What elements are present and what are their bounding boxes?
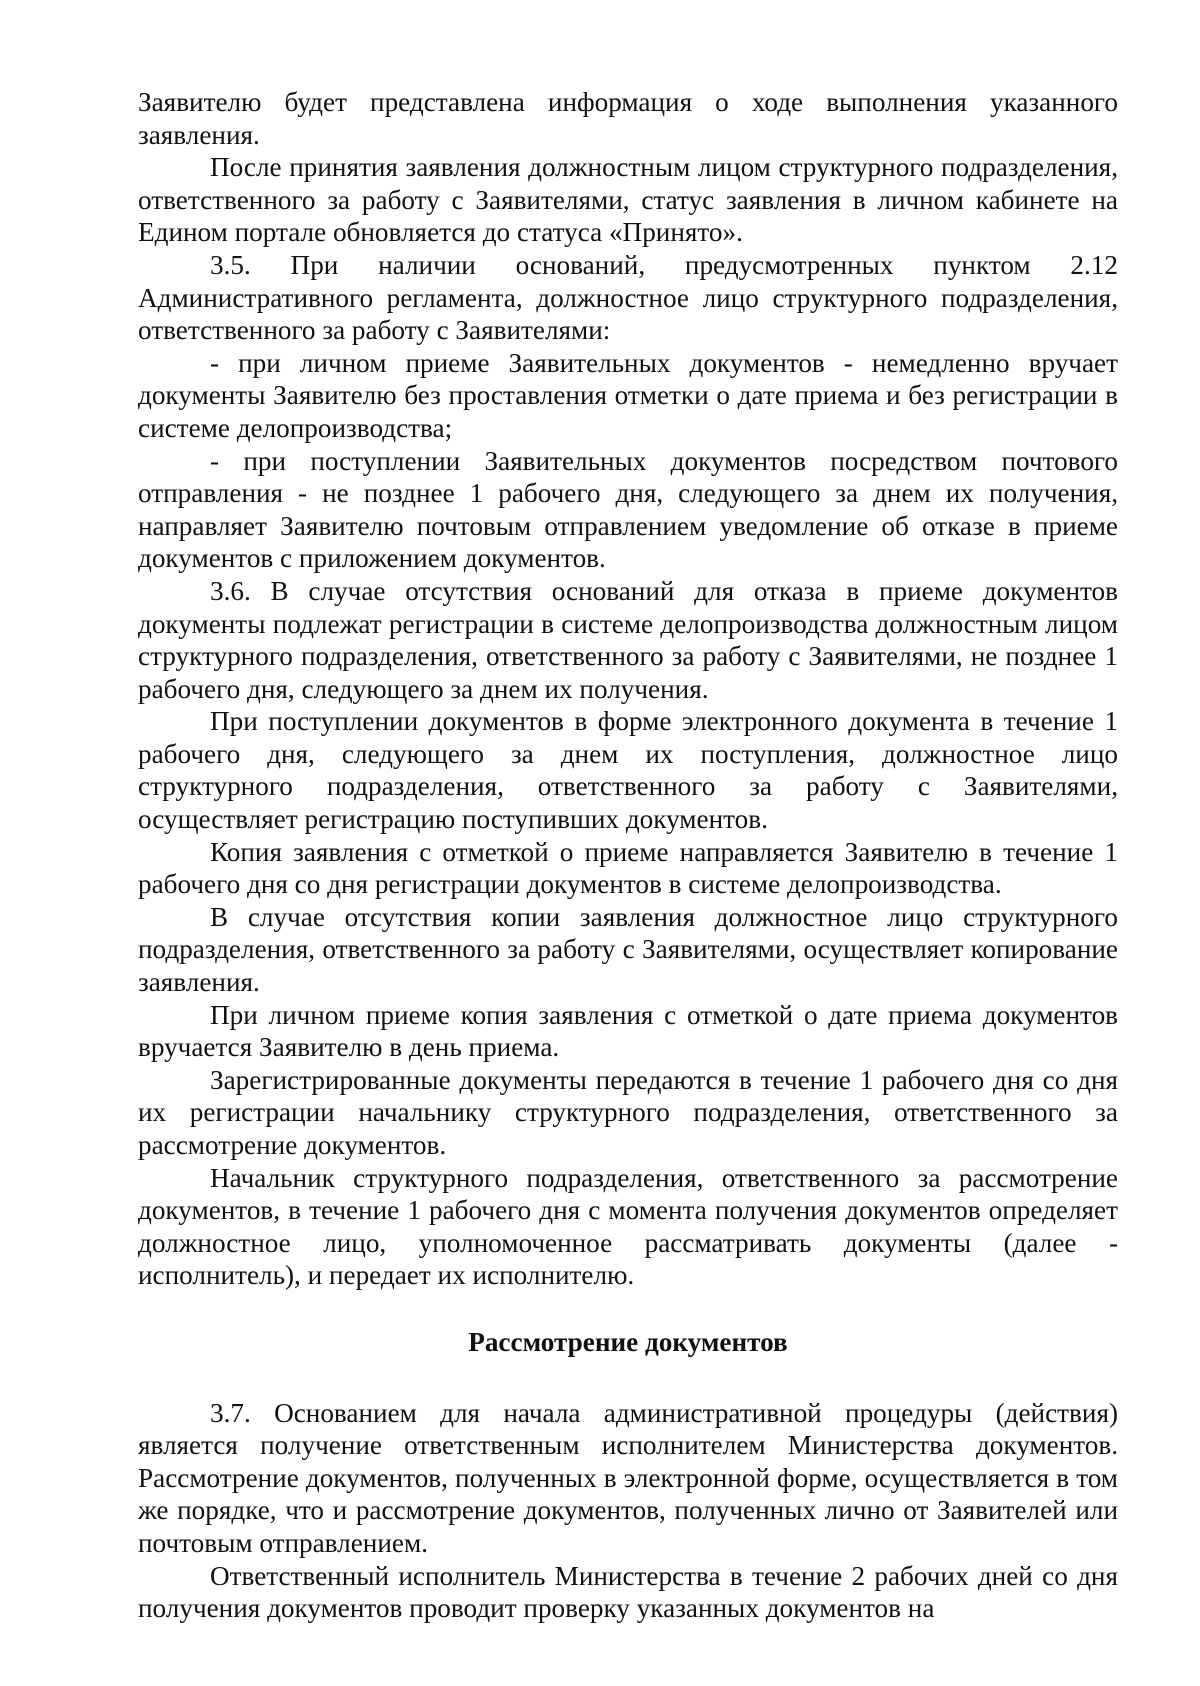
paragraph-3-7: 3.7. Основанием для начала административной процедуры (действия) является получение ответственным исполнителем Министерства документов. Рассмотрение документов, полученных в электронной форме, осуществляется в том же порядке, что и рассмотрение документов, полученных лично от Заявителей или почтовым отправлением. [138,1397,1118,1558]
paragraph-3-6: 3.6. В случае отсутствия оснований для отказа в приеме документов документы подлежат регистрации в системе делопроизводства должностным лицом структурного подразделения, ответственного за работу с Заявителями, не позднее 1 рабочего дня, следующего за днем их получения. [138,575,1118,704]
paragraph-list-item-2: - при поступлении Заявительных документов посредством почтового отправления - не позднее 1 рабочего дня, следующего за днем их получения, направляет Заявителю почтовым отправлением уведомление об отказе в приеме документов с приложением документов. [138,445,1118,574]
document-page [138,86,1118,1625]
paragraph-registered-docs: Зарегистрированные документы передаются в течение 1 рабочего дня со дня их регистрации начальнику структурного подразделения, ответственного за рассмотрение документов. [138,1064,1118,1160]
section-heading: Рассмотрение документов [468,1326,788,1357]
paragraph-2: После принятия заявления должностным лицом структурного подразделения, ответственного за работу с Заявителями, статус заявления в личном кабинете на Едином портале обновляется до статуса «Принято». [138,152,1118,248]
paragraph-electronic-docs: При поступлении документов в форме электронного документа в течение 1 рабочего дня, следующего за днем их поступления, должностное лицо структурного подразделения, ответственного за работу с Заявителями, осуществляет регистрацию поступивших документов. [138,706,1118,835]
paragraph-responsible-executor: Ответственный исполнитель Министерства в течение 2 рабочих дней со дня получения документов проводит проверку указанных документов на [138,1560,1118,1624]
paragraph-no-copy: В случае отсутствия копии заявления должностное лицо структурного подразделения, ответственного за работу с Заявителями, осуществляет копирование заявления. [138,901,1118,998]
paragraph-list-item-1: - при личном приеме Заявительных документов - немедленно вручает документы Заявителю без проставления отметки о дате приема и без регистрации в системе делопроизводства; [138,347,1118,443]
paragraph-copy-sent: Копия заявления с отметкой о приеме направляется Заявителю в течение 1 рабочего дня со дня регистрации документов в системе делопроизводства. [138,836,1118,900]
paragraph-1: Заявителю будет представлена информация о ходе выполнения указанного заявления. [138,87,1118,150]
paragraph-3-5: 3.5. При наличии оснований, предусмотренных пунктом 2.12 Административного регламента, должностное лицо структурного подразделения, ответственного за работу с Заявителями: [138,249,1118,346]
paragraph-personal-reception: При личном приеме копия заявления с отметкой о дате приема документов вручается Заявителю в день приема. [138,999,1118,1063]
paragraph-head-of-unit: Начальник структурного подразделения, ответственного за рассмотрение документов, в течение 1 рабочего дня с момента получения документов определяет должностное лицо, уполномоченное рассматривать документы (далее - исполнитель), и передает их исполнителю. [138,1162,1118,1291]
